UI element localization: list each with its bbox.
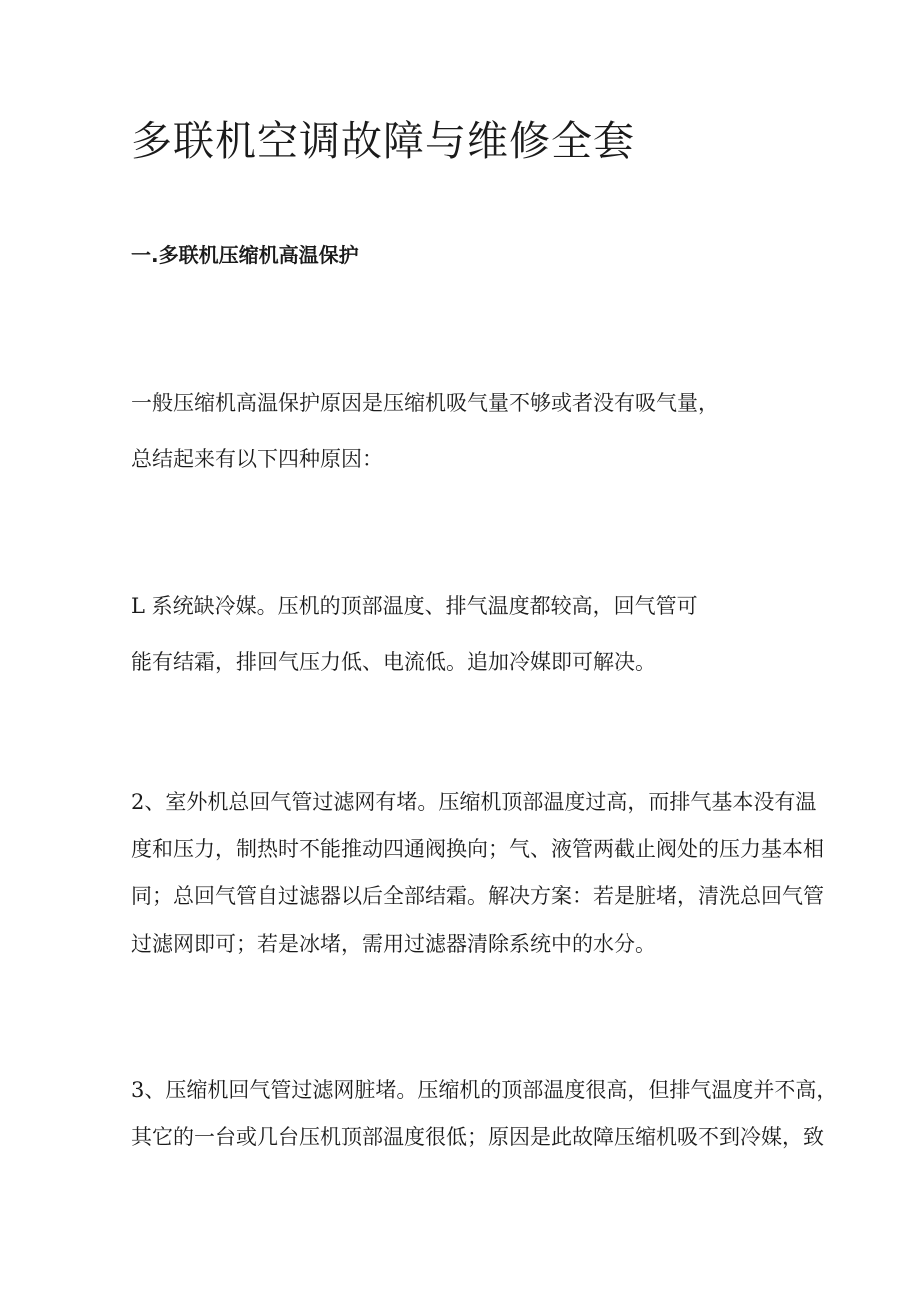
intro-line: 一般压缩机高温保护原因是压缩机吸气量不够或者没有吸气量， bbox=[131, 391, 719, 415]
list-item-first-line bbox=[131, 792, 816, 813]
list-item-text: 、室外机总回气管过滤网有堵。压缩机顶部温度过高，而排气基本没有温 bbox=[144, 790, 817, 814]
list-item-line: 其它的一台或几台压机顶部温度很低；原因是此故障压缩机吸不到冷媒，致 bbox=[131, 1125, 824, 1149]
list-item-line: 能有结霜，排回气压力低、电流低。追加冷媒即可解决。 bbox=[131, 650, 656, 674]
section-heading: 一.多联机压缩机高温保护 bbox=[131, 243, 359, 267]
list-item-line: 同；总回气管自过滤器以后全部结霜。解决方案：若是脏堵，清洗总回气管 bbox=[131, 884, 824, 908]
list-item-text: 、压缩机回气管过滤网脏堵。压缩机的顶部温度很高，但排气温度并不高， bbox=[144, 1078, 838, 1102]
list-item-marker: L bbox=[131, 594, 145, 618]
list-item-marker: 2 bbox=[131, 790, 145, 814]
document-title: 多联机空调故障与维修全套 bbox=[131, 117, 635, 165]
list-item-marker: 3 bbox=[131, 1078, 145, 1102]
intro-line: 总结起来有以下四种原因： bbox=[131, 447, 383, 471]
list-item-first-line bbox=[131, 1080, 837, 1101]
list-item-line: 度和压力，制热时不能推动四通阀换向；气、液管两截止阀处的压力基本相 bbox=[131, 837, 824, 861]
list-item-text: 系统缺冷媒。压机的顶部温度、排气温度都较高，回气管可 bbox=[151, 594, 698, 618]
list-item-line: 过滤网即可；若是冰堵，需用过滤器清除系统中的水分。 bbox=[131, 932, 656, 956]
list-item-first-line bbox=[131, 596, 698, 617]
